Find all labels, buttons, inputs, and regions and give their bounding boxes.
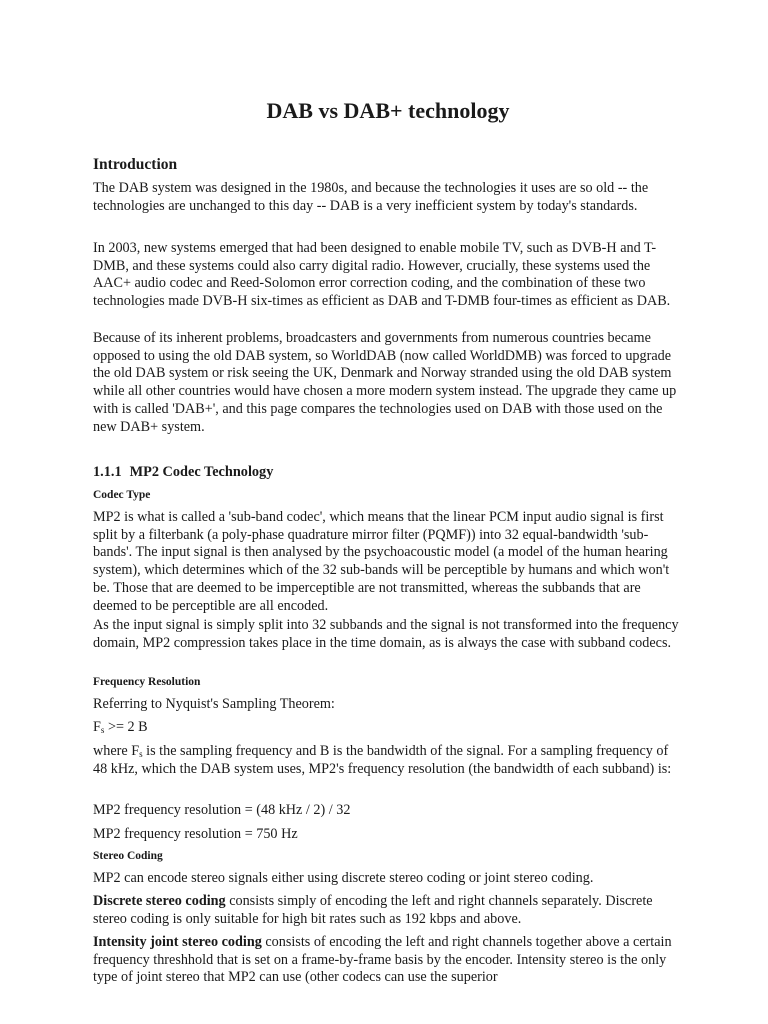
formula-f: F bbox=[93, 719, 101, 735]
frequency-paragraph-2 bbox=[93, 743, 683, 778]
frequency-paragraph-1: Referring to Nyquist's Sampling Theorem: bbox=[93, 696, 335, 712]
frequency-equation-2: MP2 frequency resolution = 750 Hz bbox=[93, 826, 298, 842]
freq-p2-start: where F bbox=[93, 743, 140, 759]
frequency-resolution-heading: Frequency Resolution bbox=[93, 676, 201, 688]
discrete-stereo-text: consists simply of encoding the left and right channels separately. Discrete stereo coding is only suitable for high bit rates such as 192 kbps and above. bbox=[93, 893, 653, 927]
stereo-paragraph-3 bbox=[93, 934, 683, 987]
intro-paragraph-2: In 2003, new systems emerged that had been designed to enable mobile TV, such as DVB-H and T-DMB, and these systems could also carry digital radio. However, crucially, these systems used the AAC+ audio codec and Reed-Solomon error correction coding, and the combination of these two technologies made DVB-H six-times as efficient as DAB and T-DMB four-times as efficient as DAB. bbox=[93, 240, 671, 310]
freq-p2-subscript: s bbox=[139, 749, 143, 759]
discrete-stereo-label: Discrete stereo coding bbox=[93, 893, 226, 909]
stereo-paragraph-2 bbox=[93, 893, 683, 928]
formula-subscript: s bbox=[100, 725, 105, 735]
document-title: DAB vs DAB+ technology bbox=[266, 98, 510, 123]
intensity-stereo-text: consists of encoding the left and right channels together above a certain frequency threshhold that is set on a frame-by-frame basis by the encoder. Intensity stereo is the only type of joint stereo that MP2 can use (other codecs can use the superior bbox=[93, 934, 672, 986]
frequency-equation-1: MP2 frequency resolution = (48 kHz / 2) / 32 bbox=[93, 802, 351, 818]
stereo-coding-heading: Stereo Coding bbox=[93, 850, 163, 862]
section-heading bbox=[93, 462, 273, 482]
intro-paragraph-1: The DAB system was designed in the 1980s, and because the technologies it uses are so old -- the technologies are unchanged to this day -- DAB is a very inefficient system by today's standards. bbox=[93, 180, 649, 214]
stereo-paragraph-1: MP2 can encode stereo signals either using discrete stereo coding or joint stereo coding. bbox=[93, 870, 594, 886]
intensity-stereo-label: Intensity joint stereo coding bbox=[93, 934, 262, 950]
section-number: 1.1.1 bbox=[93, 464, 122, 480]
codec-paragraph-1: MP2 is what is called a 'sub-band codec', which means that the linear PCM input audio signal is first split by a filterbank (a poly-phase quadrature mirror filter (PQMF)) into 32 equal-bandwidth 'sub-bands'. The input signal is then analysed by the psychoacoustic model (a model of the human hearing system), which determines which of the 32 sub-bands will be perceptible by humans and which won't be. Those that are deemed to be imperceptible are not transmitted, whereas the subbands that are deemed to be perceptible are all encoded. bbox=[93, 509, 670, 614]
introduction-heading: Introduction bbox=[93, 156, 178, 173]
freq-p2-rest: is the sampling frequency and B is the bandwidth of the signal. For a sampling frequency of 48 kHz, which the DAB system uses, MP2's frequency resolution (the bandwidth of each subband) is: bbox=[93, 743, 672, 777]
codec-paragraph-2: As the input signal is simply split into 32 subbands and the signal is not transformed into the frequency domain, MP2 compression takes place in the time domain, as is always the case with subband codecs. bbox=[93, 617, 679, 651]
section-title: MP2 Codec Technology bbox=[129, 464, 274, 480]
nyquist-formula bbox=[93, 719, 683, 737]
formula-rest: >= 2 B bbox=[104, 719, 148, 735]
codec-type-heading: Codec Type bbox=[93, 489, 151, 501]
intro-paragraph-3: Because of its inherent problems, broadcasters and governments from numerous countries became opposed to using the old DAB system, so WorldDAB (now called WorldDMB) was forced to upgrade the old DAB system or risk seeing the UK, Denmark and Norway stranded using the old DAB system while all other countries would have chosen a more modern system instead. The upgrade they came up with is called 'DAB+', and this page compares the technologies used on DAB with those used on the new DAB+ system. bbox=[93, 330, 677, 435]
